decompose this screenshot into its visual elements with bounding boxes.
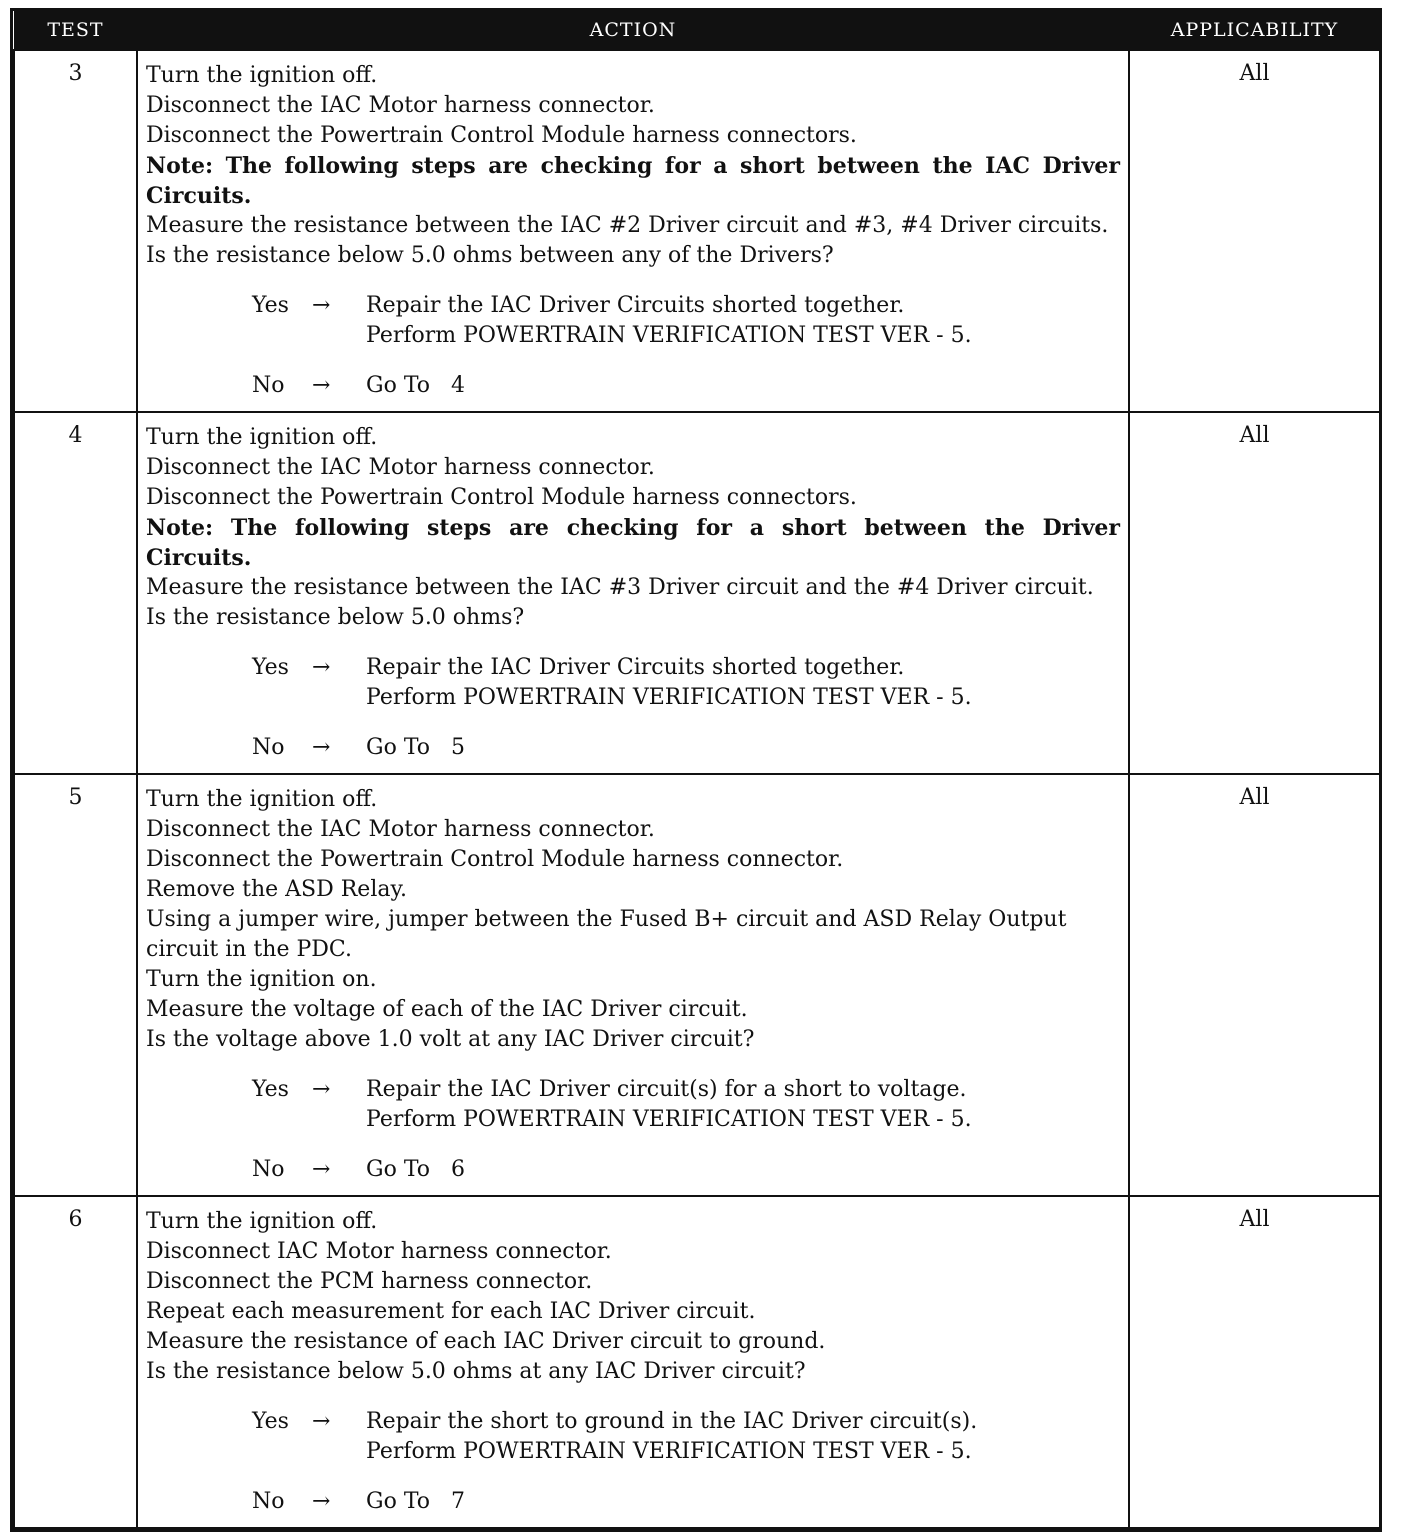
arrow-right-icon: → — [312, 373, 331, 398]
action-step: Is the resistance below 5.0 ohms at any IAC Driver circuit? — [146, 1359, 806, 1384]
action-step: Turn the ignition off. — [146, 1209, 378, 1234]
arrow-right-icon: → — [312, 1157, 331, 1182]
arrow-right-icon: → — [312, 1409, 331, 1434]
table-body — [14, 50, 1380, 1528]
action-step: Measure the resistance between the IAC #3 Driver circuit and the #4 Driver circuit. — [146, 575, 1094, 600]
no-label: No — [252, 1489, 285, 1514]
action-step: Disconnect the PCM harness connector. — [146, 1269, 593, 1294]
yes-action-line: Perform POWERTRAIN VERIFICATION TEST VER - 5. — [366, 685, 972, 710]
action-note: Note: The following steps are checking for a short between the Driver Circuits. — [146, 515, 1120, 571]
yes-action-line: Perform POWERTRAIN VERIFICATION TEST VER - 5. — [366, 323, 972, 348]
action-step: Measure the resistance between the IAC #2 Driver circuit and #3, #4 Driver circuits. — [146, 213, 1109, 238]
answer-block — [146, 291, 1120, 401]
action-step: Turn the ignition on. — [146, 967, 377, 992]
action-step: Turn the ignition off. — [146, 63, 378, 88]
test-table — [13, 11, 1381, 1529]
table-row — [14, 412, 1380, 774]
applicability-value: All — [1129, 774, 1380, 1196]
answer-block — [146, 1407, 1120, 1517]
yes-action — [366, 1075, 1120, 1135]
applicability-value: All — [1129, 50, 1380, 412]
action-step: Using a jumper wire, jumper between the Fused B+ circuit and ASD Relay Output circuit in the PDC. — [146, 907, 1067, 962]
action-step: Disconnect the Powertrain Control Module harness connectors. — [146, 123, 857, 148]
yes-action — [366, 653, 1120, 713]
yes-action — [366, 1407, 1120, 1467]
table-row — [14, 774, 1380, 1196]
action-step: Repeat each measurement for each IAC Driver circuit. — [146, 1299, 756, 1324]
action-cell — [137, 774, 1129, 1196]
yes-branch — [252, 653, 1120, 713]
test-number: 3 — [14, 50, 137, 412]
action-step: Is the resistance below 5.0 ohms? — [146, 605, 525, 630]
yes-action-line: Repair the IAC Driver Circuits shorted together. — [366, 655, 905, 680]
yes-label: Yes — [252, 655, 289, 680]
action-step: Measure the resistance of each IAC Driver circuit to ground. — [146, 1329, 826, 1354]
table-row — [14, 1196, 1380, 1528]
yes-action-line: Perform POWERTRAIN VERIFICATION TEST VER - 5. — [366, 1439, 972, 1464]
action-cell — [137, 50, 1129, 412]
header-row — [14, 11, 1380, 50]
go-to-link: Go To 4 — [366, 373, 465, 398]
yes-action-line: Repair the short to ground in the IAC Driver circuit(s). — [366, 1409, 978, 1434]
yes-action-line: Perform POWERTRAIN VERIFICATION TEST VER - 5. — [366, 1107, 972, 1132]
action-step: Is the resistance below 5.0 ohms between any of the Drivers? — [146, 243, 834, 268]
action-note: Note: The following steps are checking for a short between the IAC Driver Circuits. — [146, 153, 1120, 209]
yes-action-line: Repair the IAC Driver circuit(s) for a short to voltage. — [366, 1077, 967, 1102]
no-branch — [252, 1487, 1120, 1517]
no-branch — [252, 371, 1120, 401]
applicability-value: All — [1129, 412, 1380, 774]
yes-action-line: Repair the IAC Driver Circuits shorted together. — [366, 293, 905, 318]
no-branch — [252, 733, 1120, 763]
yes-branch — [252, 1407, 1120, 1467]
arrow-right-icon: → — [312, 1489, 331, 1514]
action-step: Turn the ignition off. — [146, 787, 378, 812]
yes-label: Yes — [252, 1409, 289, 1434]
no-label: No — [252, 1157, 285, 1182]
action-step: Is the voltage above 1.0 volt at any IAC Driver circuit? — [146, 1027, 755, 1052]
go-to-link: Go To 6 — [366, 1157, 465, 1182]
arrow-right-icon: → — [312, 655, 331, 680]
no-label: No — [252, 373, 285, 398]
action-step: Disconnect the IAC Motor harness connector. — [146, 455, 655, 480]
answer-block — [146, 653, 1120, 763]
yes-branch — [252, 1075, 1120, 1135]
action-cell — [137, 412, 1129, 774]
go-to-link: Go To 5 — [366, 735, 465, 760]
action-step: Remove the ASD Relay. — [146, 877, 407, 902]
no-branch — [252, 1155, 1120, 1185]
action-step: Disconnect the IAC Motor harness connector. — [146, 93, 655, 118]
action-step: Disconnect the Powertrain Control Module harness connector. — [146, 847, 844, 872]
yes-label: Yes — [252, 293, 289, 318]
answer-block — [146, 1075, 1120, 1185]
header-applicability: APPLICABILITY — [1129, 11, 1380, 50]
action-step: Disconnect the Powertrain Control Module harness connectors. — [146, 485, 857, 510]
test-number: 6 — [14, 1196, 137, 1528]
test-number: 5 — [14, 774, 137, 1196]
table-row — [14, 50, 1380, 412]
no-label: No — [252, 735, 285, 760]
test-number: 4 — [14, 412, 137, 774]
action-step: Measure the voltage of each of the IAC Driver circuit. — [146, 997, 748, 1022]
arrow-right-icon: → — [312, 735, 331, 760]
yes-label: Yes — [252, 1077, 289, 1102]
header-action: ACTION — [137, 11, 1129, 50]
diagnostic-test-table — [10, 8, 1382, 1532]
action-step: Disconnect IAC Motor harness connector. — [146, 1239, 612, 1264]
applicability-value: All — [1129, 1196, 1380, 1528]
action-step: Disconnect the IAC Motor harness connector. — [146, 817, 655, 842]
arrow-right-icon: → — [312, 293, 331, 318]
go-to-link: Go To 7 — [366, 1489, 465, 1514]
action-cell — [137, 1196, 1129, 1528]
header-test: TEST — [14, 11, 137, 50]
action-step: Turn the ignition off. — [146, 425, 378, 450]
arrow-right-icon: → — [312, 1077, 331, 1102]
yes-action — [366, 291, 1120, 351]
yes-branch — [252, 291, 1120, 351]
